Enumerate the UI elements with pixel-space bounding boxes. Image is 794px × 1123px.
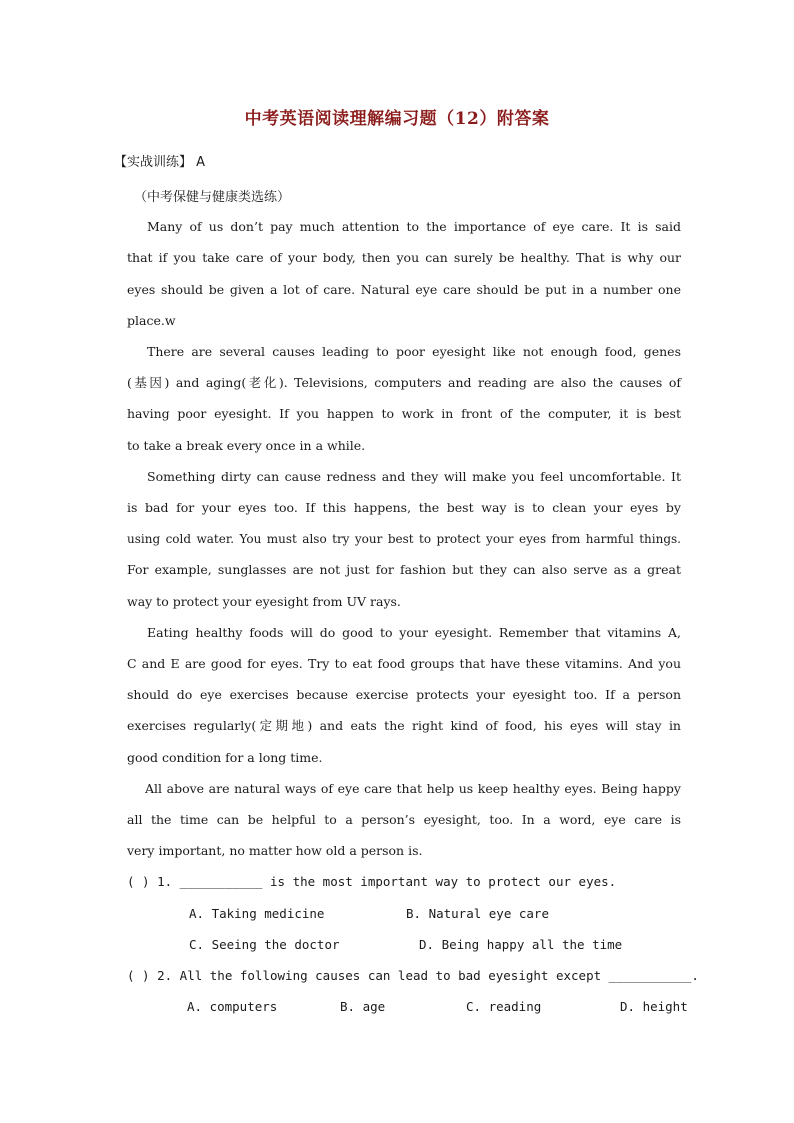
passage-line: using cold water. You must also try your best to protect your eyes from harmful things. [127,532,681,546]
passage-line: place.w [127,313,176,328]
passage-line: all the time can be helpful to a person’s eyesight, too. In a word, eye care is [127,812,681,827]
passage-line: to take a break every once in a while. [127,438,366,453]
passage-line: exercises regularly(定期地) and eats the right kind of food, his eyes will stay in [127,718,681,733]
document-title: 中考英语阅读理解编习题（12）附答案 [244,109,550,129]
passage-line: eyes should be given a lot of care. Natural eye care should be put in a number one [127,282,681,297]
question-option: D. height [620,999,688,1014]
passage-line: There are several causes leading to poor eyesight like not enough food, genes [147,344,681,359]
passage-line: having poor eyesight. If you happen to work in front of the computer, it is best [127,406,681,421]
passage-line: should do eye exercises because exercise protects your eyesight too. If a person [127,687,681,702]
subsection-label: （中考保健与健康类选练） [134,190,291,205]
passage-line: (基因) and aging(老化). Televisions, computers and reading are also the causes of [127,375,681,390]
question-option: D. Being happy all the time [419,937,623,952]
section-label: 【实战训练】 A [114,155,206,170]
question-option: A. computers [187,999,278,1014]
passage-line: For example, sunglasses are not just for fashion but they can also serve as a great [127,562,681,577]
question-stem: ( ) 1. ___________ is the most important way to protect our eyes. [127,874,617,889]
question-stem: ( ) 2. All the following causes can lead to bad eyesight except ___________. [127,968,699,983]
passage-line: that if you take care of your body, then you can surely be healthy. That is why our [127,250,681,265]
passage-line: very important, no matter how old a person is. [127,843,423,858]
passage-line: Many of us don’t pay much attention to the importance of eye care. It is said [147,219,681,234]
passage-line: Eating healthy foods will do good to your eyesight. Remember that vitamins A, [147,625,681,640]
question-option: C. Seeing the doctor [189,937,340,952]
question-option: A. Taking medicine [189,906,325,921]
passage-line: is bad for your eyes too. If this happens, the best way is to clean your eyes by [127,500,681,515]
passage-line: way to protect your eyesight from UV rays. [127,594,401,609]
question-option: C. reading [466,999,542,1014]
passage-line: good condition for a long time. [127,750,323,765]
question-option: B. Natural eye care [406,906,549,921]
passage-line: C and E are good for eyes. Try to eat food groups that have these vitamins. And you [127,656,681,671]
passage-line: Something dirty can cause redness and they will make you feel uncomfortable. It [147,469,681,484]
question-option: B. age [340,999,386,1014]
passage-line: All above are natural ways of eye care that help us keep healthy eyes. Being happy [145,781,681,796]
